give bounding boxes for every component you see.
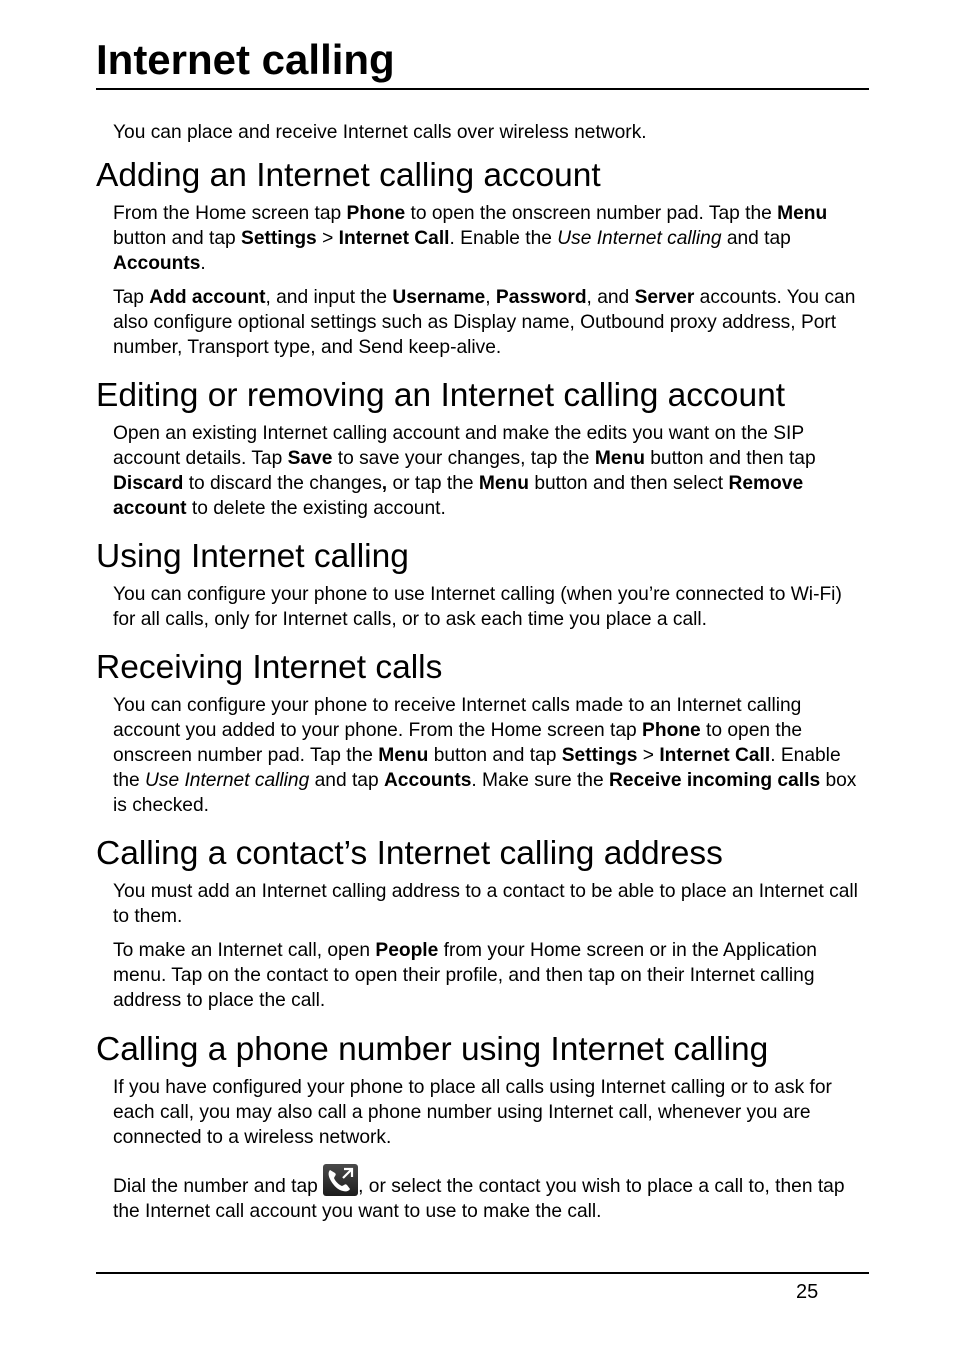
page-number: 25 [796, 1281, 819, 1303]
section-using-internet-calling [0, 537, 954, 632]
heading-receiving-calls: Receiving Internet calls [96, 649, 443, 686]
page-title: Internet calling [96, 36, 395, 83]
title-underline [96, 88, 869, 90]
phone-call-icon [323, 1164, 358, 1196]
heading-using-internet-calling: Using Internet calling [96, 538, 409, 575]
contact-paragraph-1: You must add an Internet calling address to a contact to be able to place an Internet call to them. [113, 881, 858, 927]
heading-calling-phone-number: Calling a phone number using Internet calling [96, 1031, 769, 1068]
using-paragraph-1: You can configure your phone to use Internet calling (when you’re connected to Wi-Fi) for all calls, only for Internet calls, or to ask each time you place a call. [113, 584, 842, 630]
heading-calling-contact: Calling a contact’s Internet calling address [96, 835, 723, 872]
heading-editing-account: Editing or removing an Internet calling account [96, 377, 786, 414]
number-paragraph-1: If you have configured your phone to place all calls using Internet calling or to ask for each call, you may also call a phone number using Internet call, whenever you are connected to a wireless network. [113, 1077, 832, 1148]
section-calling-contact [0, 834, 954, 1013]
adding-paragraph-2: Tap Add account, and input the Username, Password, and Server accounts. You can also configure optional settings such as Display name, Outbound proxy address, Port number, Transport type, and Send keep-alive. [113, 287, 856, 358]
section-adding-account [0, 156, 954, 360]
contact-paragraph-2: To make an Internet call, open People from your Home screen or in the Application menu. Tap on the contact to open their profile, and then tap on their Internet calling address to place the call. [113, 940, 817, 1011]
section-editing-account [0, 376, 954, 521]
number-paragraph-2: Dial the number and tap , or select the contact you wish to place a call to, then tap the Internet call account you want to use to make the call. [113, 1164, 865, 1224]
heading-adding-account: Adding an Internet calling account [96, 157, 601, 194]
section-calling-phone-number [0, 1030, 954, 1224]
adding-paragraph-1: From the Home screen tap Phone to open the onscreen number pad. Tap the Menu button and tap Settings > Internet Call. Enable the Use Internet calling and tap Accounts. [113, 203, 828, 274]
intro-paragraph: You can place and receive Internet calls over wireless network. [113, 122, 647, 143]
section-receiving-calls [0, 648, 954, 818]
footer-rule [96, 1272, 869, 1274]
editing-paragraph-1: Open an existing Internet calling account and make the edits you want on the SIP account details. Tap Save to save your changes, tap the Menu button and then tap Discard to discard the changes, or tap the Menu button and then select Remove account to delete the existing account. [113, 423, 816, 519]
receiving-paragraph-1: You can configure your phone to receive Internet calls made to an Internet calling account you added to your phone. From the Home screen tap Phone to open the onscreen number pad. Tap the Menu button and tap Settings > Internet Call. Enable the Use Internet calling and tap Accounts. Make sure the Receive incoming calls box is checked. [113, 695, 857, 816]
